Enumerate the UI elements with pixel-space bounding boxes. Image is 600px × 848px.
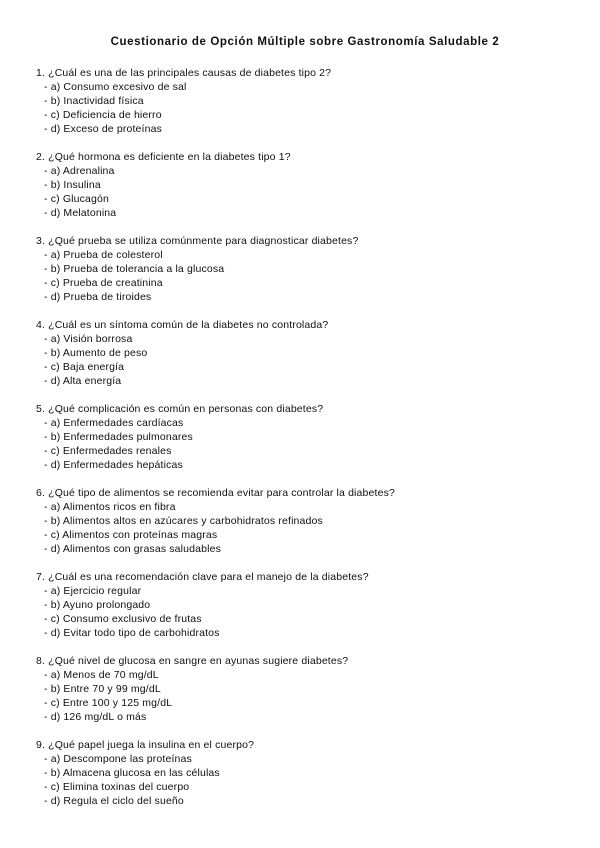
option-b: - b) Inactividad física [44, 95, 144, 107]
option-c: - c) Deficiencia de hierro [44, 109, 162, 121]
option-a: - a) Menos de 70 mg/dL [44, 669, 159, 681]
option-d: - d) Exceso de proteínas [44, 123, 162, 135]
question-4 [36, 318, 576, 402]
option-d: - d) Prueba de tiroides [44, 291, 152, 303]
option-a: - a) Visión borrosa [44, 333, 133, 345]
question-2 [36, 150, 576, 234]
question-text: 4. ¿Cuál es un síntoma común de la diabetes no controlada? [36, 319, 329, 331]
question-text: 9. ¿Qué papel juega la insulina en el cuerpo? [36, 739, 255, 751]
option-c: - c) Baja energía [44, 361, 125, 373]
option-d: - d) 126 mg/dL o más [44, 711, 147, 723]
question-text: 5. ¿Qué complicación es común en personas con diabetes? [36, 403, 324, 415]
option-a: - a) Consumo excesivo de sal [44, 81, 187, 93]
question-list [36, 66, 576, 822]
question-text: 1. ¿Cuál es una de las principales causas de diabetes tipo 2? [36, 67, 332, 79]
option-d: - d) Alta energía [44, 375, 122, 387]
question-6 [36, 486, 576, 570]
option-b: - b) Enfermedades pulmonares [44, 431, 193, 443]
question-text: 7. ¿Cuál es una recomendación clave para el manejo de la diabetes? [36, 571, 369, 583]
question-3 [36, 234, 576, 318]
option-b: - b) Entre 70 y 99 mg/dL [44, 683, 161, 695]
question-7 [36, 570, 576, 654]
option-b: - b) Aumento de peso [44, 347, 148, 359]
option-c: - c) Glucagón [44, 193, 109, 205]
question-9 [36, 738, 576, 822]
option-d: - d) Melatonina [44, 207, 117, 219]
option-c: - c) Enfermedades renales [44, 445, 172, 457]
option-d: - d) Enfermedades hepáticas [44, 459, 183, 471]
option-a: - a) Prueba de colesterol [44, 249, 163, 261]
option-a: - a) Alimentos ricos en fibra [44, 501, 176, 513]
option-b: - b) Prueba de tolerancia a la glucosa [44, 263, 225, 275]
question-text: 8. ¿Qué nivel de glucosa en sangre en ayunas sugiere diabetes? [36, 655, 349, 667]
option-a: - a) Descompone las proteínas [44, 753, 192, 765]
option-b: - b) Almacena glucosa en las células [44, 767, 220, 779]
option-c: - c) Entre 100 y 125 mg/dL [44, 697, 173, 709]
option-c: - c) Alimentos con proteínas magras [44, 529, 218, 541]
option-c: - c) Elimina toxinas del cuerpo [44, 781, 190, 793]
document-title: Cuestionario de Opción Múltiple sobre Gastronomía Saludable 2 [110, 36, 500, 48]
question-1 [36, 66, 576, 150]
option-c: - c) Prueba de creatinina [44, 277, 163, 289]
option-d: - d) Regula el ciclo del sueño [44, 795, 184, 807]
question-8 [36, 654, 576, 738]
question-text: 2. ¿Qué hormona es deficiente en la diabetes tipo 1? [36, 151, 291, 163]
option-a: - a) Adrenalina [44, 165, 115, 177]
option-a: - a) Ejercicio regular [44, 585, 142, 597]
option-d: - d) Evitar todo tipo de carbohidratos [44, 627, 220, 639]
option-b: - b) Ayuno prolongado [44, 599, 151, 611]
question-text: 3. ¿Qué prueba se utiliza comúnmente para diagnosticar diabetes? [36, 235, 359, 247]
option-b: - b) Alimentos altos en azúcares y carbohidratos refinados [44, 515, 323, 527]
option-d: - d) Alimentos con grasas saludables [44, 543, 221, 555]
option-a: - a) Enfermedades cardíacas [44, 417, 184, 429]
option-b: - b) Insulina [44, 179, 101, 191]
option-c: - c) Consumo exclusivo de frutas [44, 613, 202, 625]
question-5 [36, 402, 576, 486]
question-text: 6. ¿Qué tipo de alimentos se recomienda evitar para controlar la diabetes? [36, 487, 395, 499]
